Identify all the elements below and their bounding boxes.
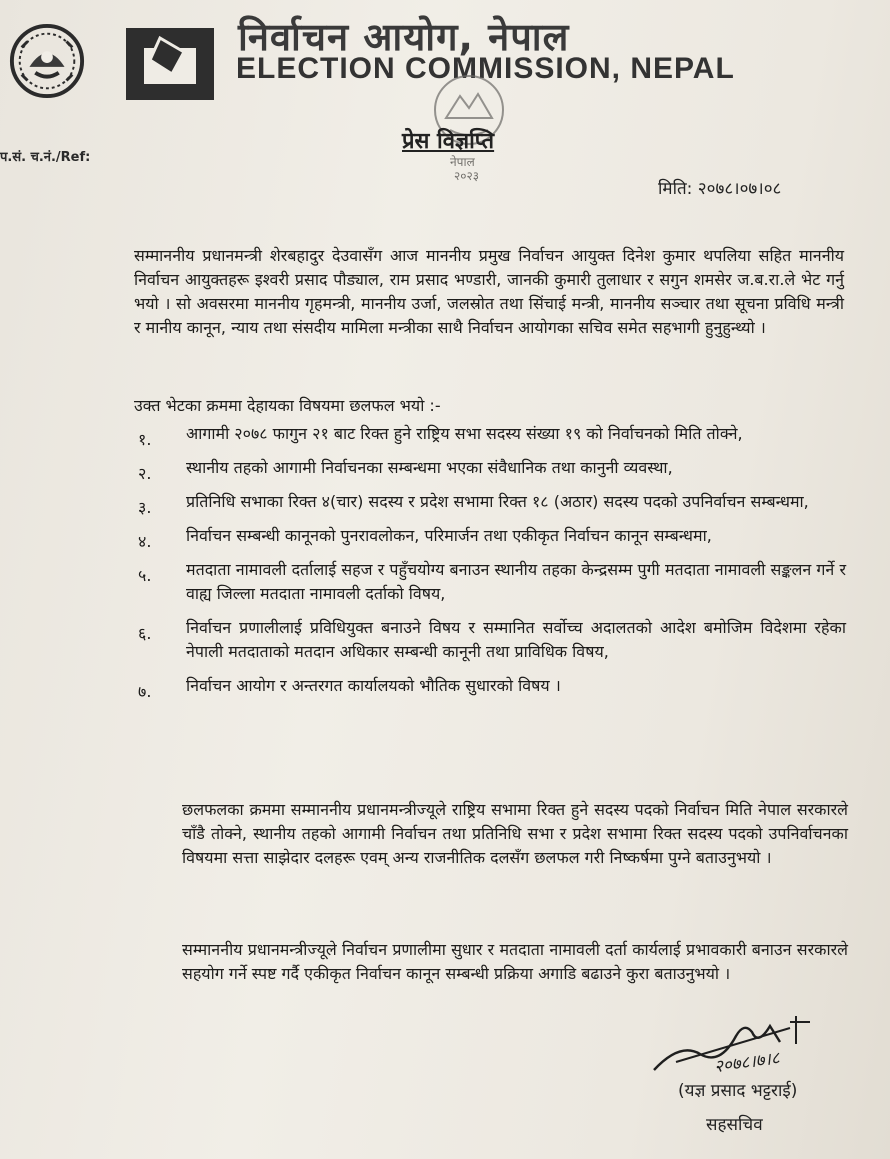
discussion-lead-line: उक्त भेटका क्रममा देहायका विषयमा छलफल भयो :- [134, 396, 441, 415]
closing-paragraph: सम्माननीय प्रधानमन्त्रीज्यूले निर्वाचन प्रणालीमा सुधार र मतदाता नामावली दर्ता कार्यलाई प्रभावकारी बनाउन सरकारले सहयोग गर्ने स्पष्ट गर्दै एकीकृत निर्वाचन कानून सम्बन्धी प्रक्रिया अगाडि बढाउने कुरा बताउनुभयो । [182, 940, 848, 983]
list-item-number: २. [138, 464, 152, 483]
handwritten-signature-icon [640, 1002, 880, 1082]
discussion-topics-list [134, 422, 846, 708]
nepal-emblem-icon [8, 22, 86, 100]
list-item-number: १. [138, 430, 152, 449]
list-item [134, 524, 846, 551]
list-item-text: निर्वाचन आयोग र अन्तरगत कार्यालयको भौतिक सुधारको विषय । [186, 676, 561, 695]
list-item-number: ५. [138, 566, 152, 585]
list-item-text: स्थानीय तहको आगामी निर्वाचनका सम्बन्धमा भएका संवैधानिक तथा कानुनी व्यवस्था, [186, 458, 673, 477]
reference-number-label: प.सं. च.नं./Ref: [0, 150, 91, 165]
intro-paragraph: सम्माननीय प्रधानमन्त्री शेरबहादुर देउवासँग आज माननीय प्रमुख निर्वाचन आयुक्त दिनेश कुमार थपलिया सहित माननीय निर्वाचन आयुक्तहरू इश्वरी प्रसाद पौड्याल, राम प्रसाद भण्डारी, जानकी कुमारी तुलाधार र सगुन शमसेर ज.ब.रा.ले भेट गर्नु भयो । सो अवसरमा माननीय गृहमन्त्री, माननीय उर्जा, जलस्रोत तथा सिंचाई मन्त्री, माननीय सञ्चार तथा सूचना प्रविधि मन्त्री र मानीय कानून, न्याय तथा संसदीय मामिला मन्त्रीका साथै निर्वाचन आयोगका सचिव समेत सहभागी हुनुहुन्थ्यो । [134, 246, 844, 337]
list-item-text: आगामी २०७८ फागुन २१ बाट रिक्त हुने राष्ट्रिय सभा सदस्य संख्या १९ को निर्वाचनको मिति तोक्ने, [186, 424, 743, 443]
list-item [134, 674, 846, 701]
election-commission-logo-icon [126, 28, 214, 100]
document-title: प्रेस विज्ञप्ति [402, 129, 495, 154]
list-item-text: प्रतिनिधि सभाका रिक्त ४(चार) सदस्य र प्रदेश सभामा रिक्त १८ (अठार) सदस्य पदको उपनिर्वाचन सम्बन्धमा, [186, 492, 809, 511]
list-item [134, 616, 846, 664]
list-item [134, 422, 846, 449]
list-item-number: ४. [138, 532, 152, 551]
svg-text:२०७८।७।८: २०७८।७।८ [712, 1048, 781, 1078]
svg-text:२०२३: २०२३ [454, 169, 479, 183]
svg-text:नेपाल: नेपाल [450, 155, 475, 169]
list-item-text: मतदाता नामावली दर्तालाई सहज र पहुँचयोग्य बनाउन स्थानीय तहका केन्द्रसम्म पुगी मतदाता नामावली सङ्कलन गर्ने र वाह्य जिल्ला मतदाता नामावली दर्ताको विषय, [186, 560, 846, 603]
document-date: मिति: २०७८।०७।०८ [658, 179, 782, 199]
list-item [134, 456, 846, 483]
list-item [134, 490, 846, 517]
list-item [134, 558, 846, 606]
header-title-english: ELECTION COMMISSION, NEPAL [236, 52, 735, 85]
header-title-nepali: निर्वाचन आयोग, नेपाल [238, 15, 570, 59]
list-item-number: ३. [138, 498, 152, 517]
discussion-outcome-paragraph: छलफलका क्रममा सम्माननीय प्रधानमन्त्रीज्यूले राष्ट्रिय सभामा रिक्त हुने सदस्य पदको निर्वाचन मिति नेपाल सरकारले चाँडै तोक्ने, स्थानीय तहको आगामी निर्वाचन तथा प्रतिनिधि सभा र प्रदेश सभामा रिक्त सदस्य पदको उपनिर्वाचनका विषयमा सत्ता साझेदार दलहरू एवम् अन्य राजनीतिक दलसँग छलफल गरी निष्कर्षमा पुग्ने बताउनुभयो । [182, 800, 848, 867]
list-item-text: निर्वाचन प्रणालीलाई प्रविधियुक्त बनाउने विषय र सम्मानित सर्वोच्च अदालतको आदेश बमोजिम विदेशमा रहेका नेपाली मतदाताको मतदान अधिकार सम्बन्धी कानूनी तथा प्राविधिक विषय, [186, 618, 846, 661]
list-item-number: ६. [138, 624, 152, 643]
signatory-designation: सहसचिव [706, 1115, 763, 1135]
list-item-number: ७. [138, 682, 152, 701]
signatory-name: (यज्ञ प्रसाद भट्टराई) [678, 1081, 798, 1101]
list-item-text: निर्वाचन सम्बन्धी कानूनको पुनरावलोकन, परिमार्जन तथा एकीकृत निर्वाचन कानून सम्बन्धमा, [186, 526, 712, 545]
